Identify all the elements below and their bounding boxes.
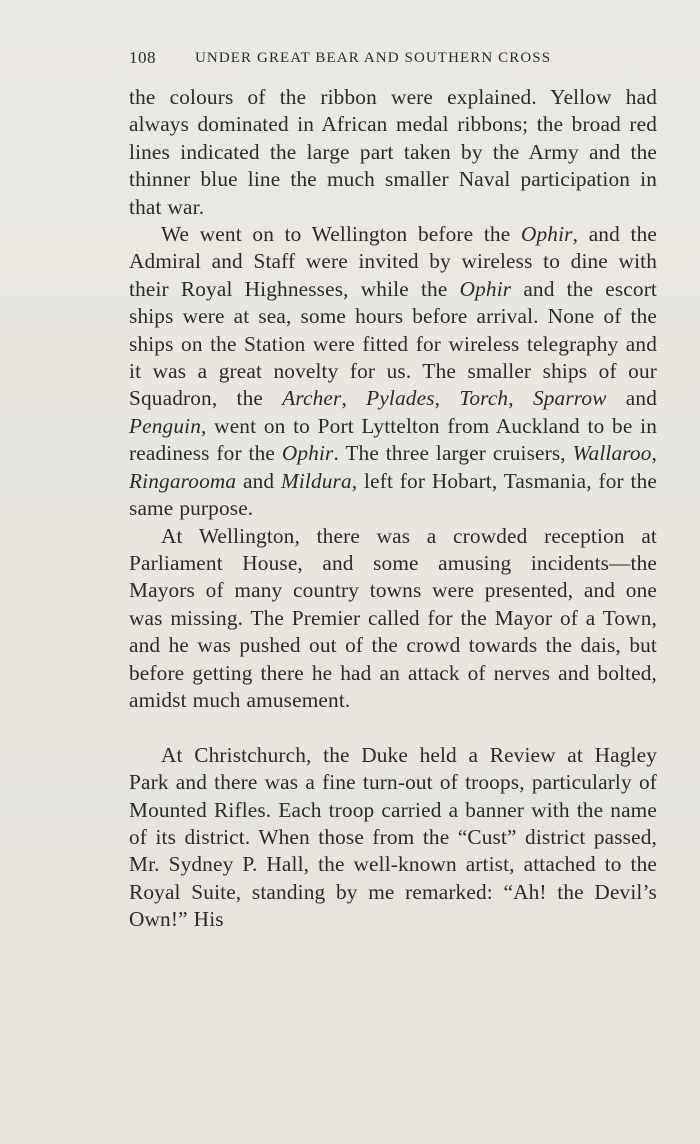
text-run: , and the Admiral and Staff were invited by wireless to dine with their Royal Highnesses, while the	[129, 222, 658, 301]
text-run: , left for Hobart, Tasmania, for the same purpose.	[129, 468, 657, 521]
section-break	[129, 714, 657, 741]
text-run: , went on to Port Lyttelton from Auckland to be in readiness for the	[129, 413, 657, 466]
text-run: and	[606, 386, 657, 411]
ship-name: Ophir	[281, 441, 334, 466]
ship-name: Ophir	[459, 276, 512, 301]
paragraph-parliament-reception	[129, 523, 657, 715]
paragraph-continued	[129, 84, 657, 221]
text-run: . The three larger cruisers,	[333, 441, 573, 466]
text-run: and the escort ships were at sea, some hours before arrival. None of the ships on the Station were fitted for wireless telegraphy and it was a great novelty for us. The smaller ships of our Squadron, the	[129, 276, 658, 411]
paragraph-wellington-voyage	[129, 221, 657, 522]
ship-name: Ringarooma	[129, 468, 237, 493]
ship-name: Archer	[282, 386, 342, 411]
text-run: ,	[434, 386, 460, 411]
text-run: ,	[651, 441, 657, 466]
text-run: the colours of the ribbon were explained. Yellow had always dominated in African medal ribbons; the broad red lines indicated the large part taken by the Army and the thinner blue line the much smaller Naval participation in that war.	[129, 85, 657, 219]
running-head	[129, 48, 657, 74]
body-text	[129, 84, 657, 934]
ship-name: Torch	[459, 386, 509, 411]
ship-name: Penguin	[129, 413, 202, 438]
ship-name: Wallaroo	[572, 441, 652, 466]
text-run: We went on to Wellington before the	[161, 222, 521, 247]
paragraph-christchurch-review	[129, 742, 657, 934]
page-number: 108	[129, 48, 156, 67]
ship-name: Mildura	[280, 468, 352, 493]
ship-name: Ophir	[520, 222, 573, 247]
text-run: At Wellington, there was a crowded reception at Parliament House, and some amusing incidents—the Mayors of many country towns were presented, and one was missing. The Premier called for the Mayor of a Town, and he was pushed out of the crowd towards the dais, but before getting there he had an attack of nerves and bolted, amidst much amusement.	[129, 523, 657, 712]
ship-name: Sparrow	[532, 386, 607, 411]
text-run: At Christchurch, the Duke held a Review at Hagley Park and there was a fine turn-out of troops, particularly of Mounted Rifles. Each troop carried a banner with the name of its district. When those from the “Cust” district passed, Mr. Sydney P. Hall, the well-known artist, attached to the Royal Suite, standing by me remarked: “Ah! the Devil’s Own!” His	[129, 742, 657, 932]
running-title: UNDER GREAT BEAR AND SOUTHERN CROSS	[195, 50, 552, 66]
ship-name: Pylades	[366, 386, 435, 411]
text-run: ,	[341, 386, 367, 411]
text-run: ,	[508, 386, 533, 411]
text-run: and	[236, 468, 281, 493]
